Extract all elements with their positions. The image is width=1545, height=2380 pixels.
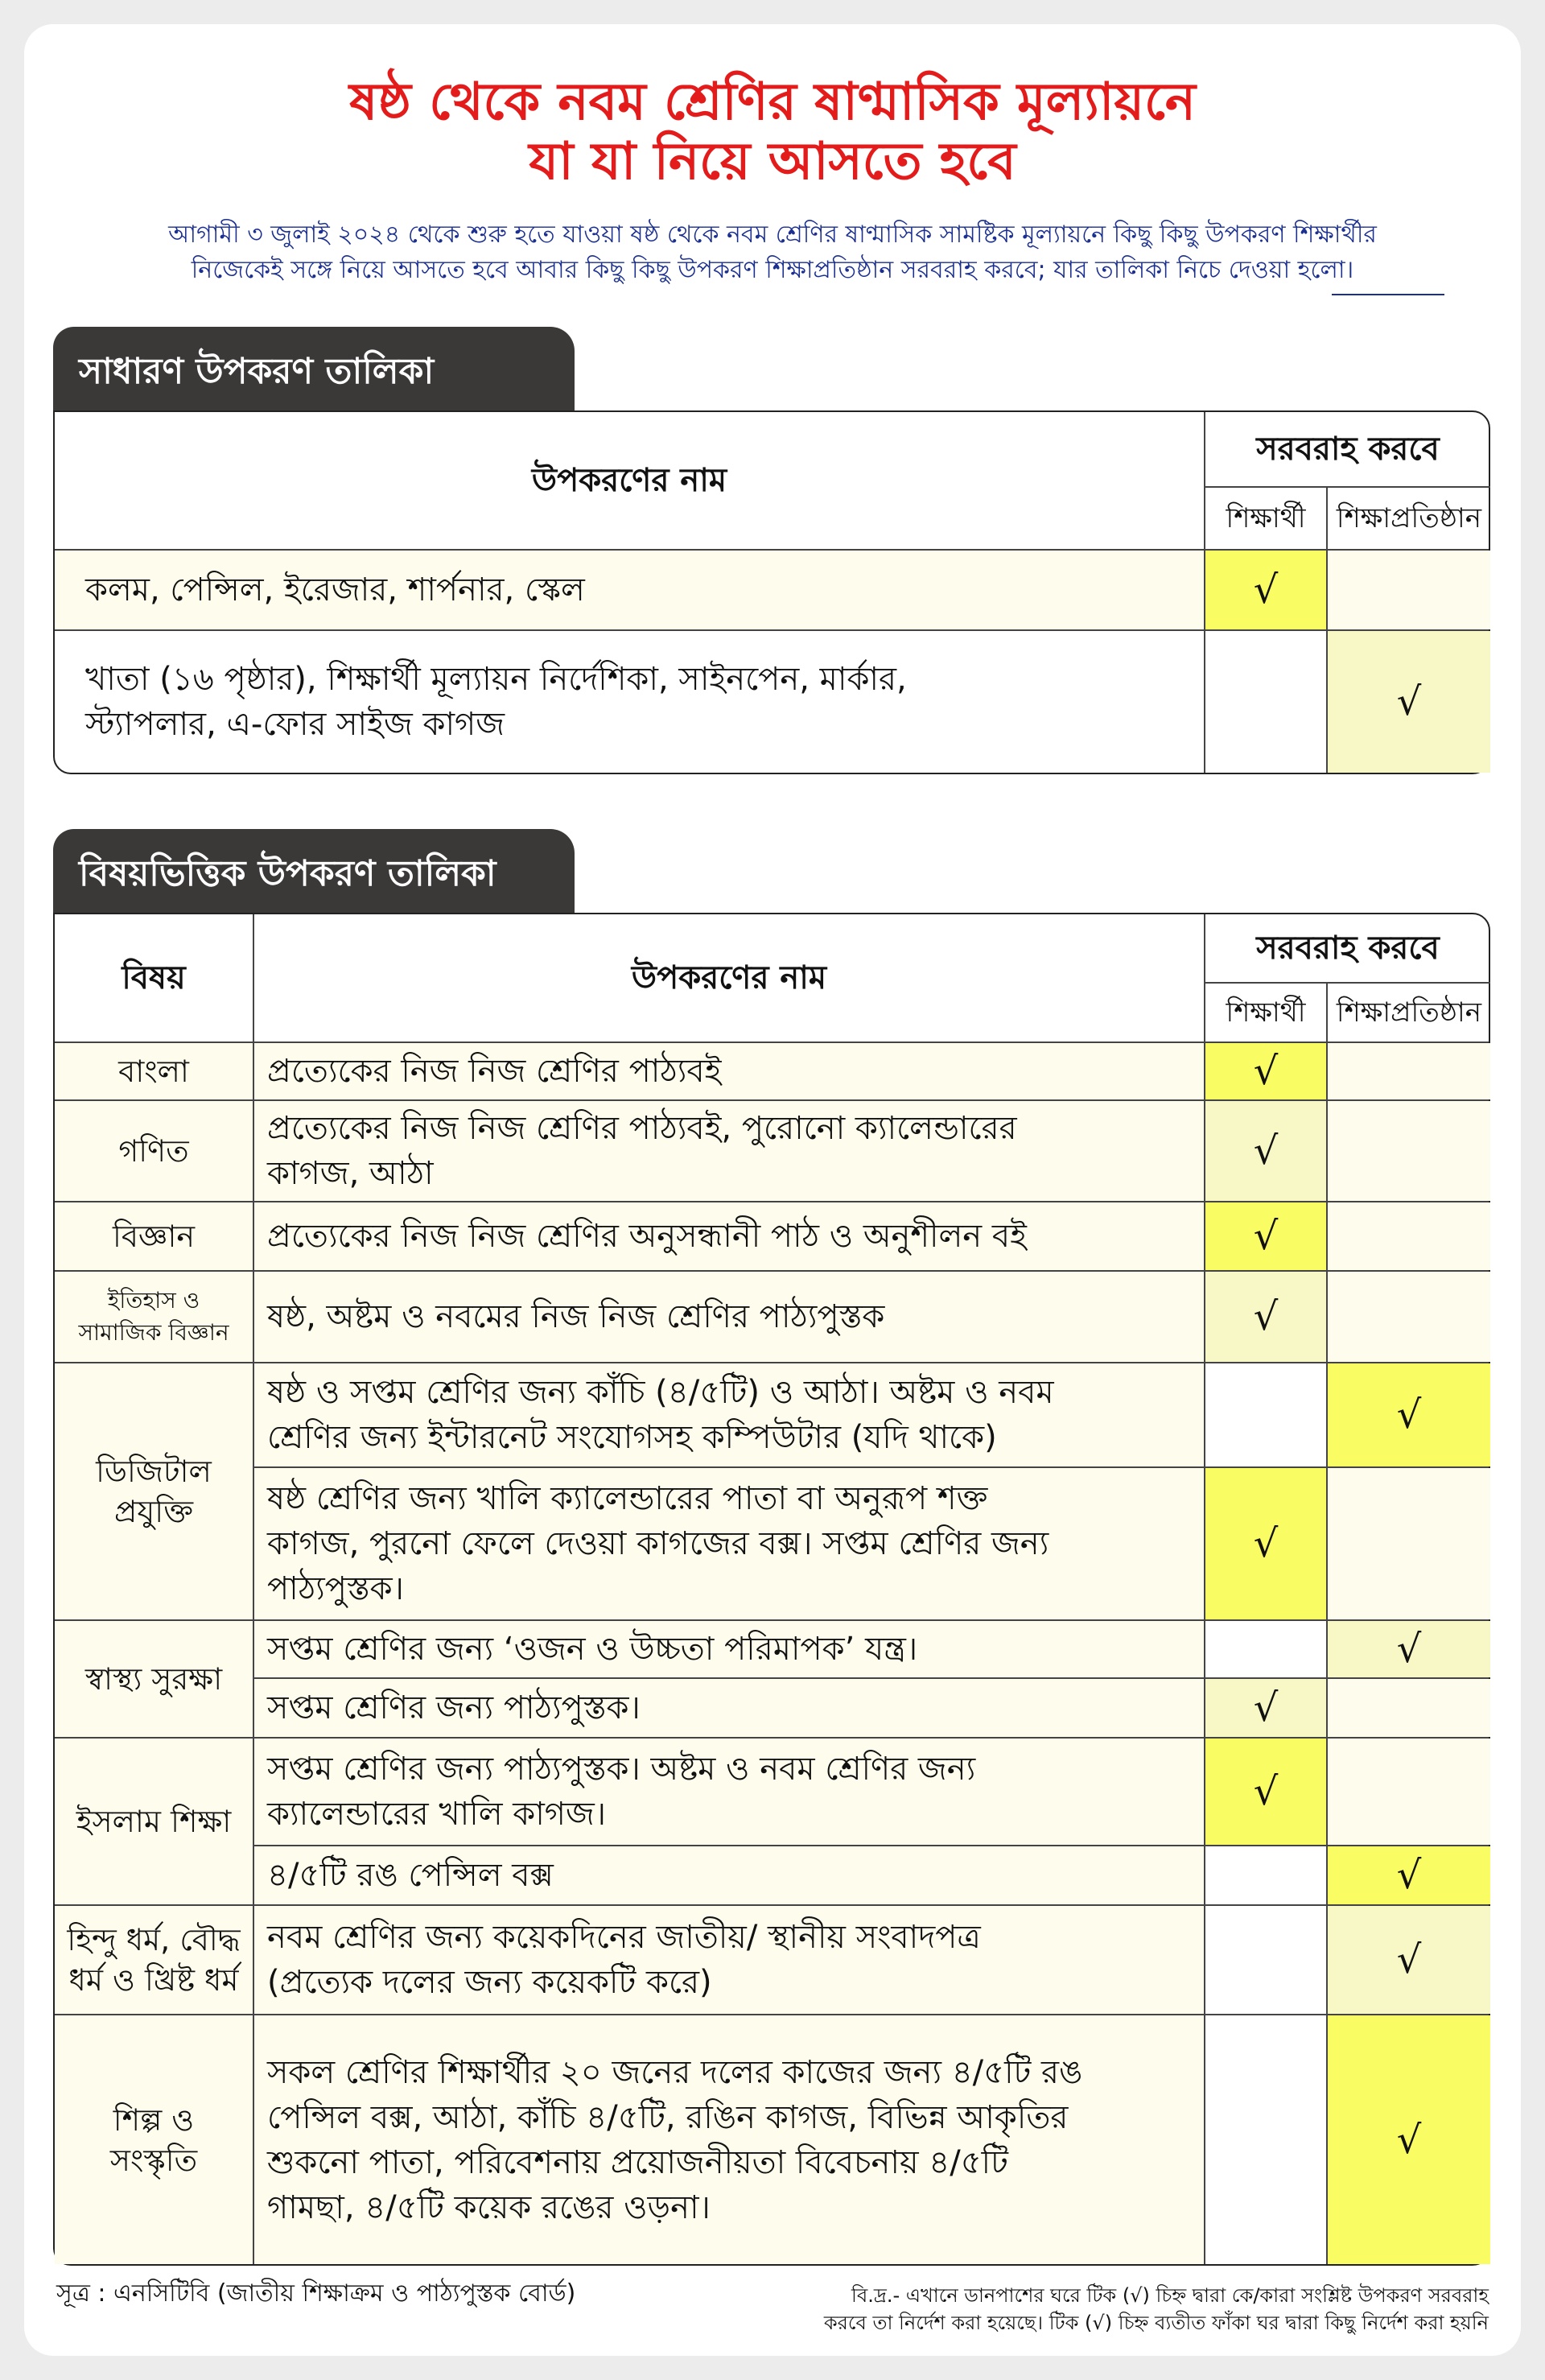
footnote [684, 2282, 1489, 2337]
general-table-tab: সাধারণ উপকরণ তালিকা [53, 327, 575, 410]
subject-row-12-line-2: পেন্সিল বক্স, আঠা, কাঁচি ৪/৫টি, রঙিন কাগজ, বিভিন্ন আকৃতির [267, 2098, 1069, 2136]
subject-row-11-line-2: (প্রত্যেক দলের জন্য কয়েকটি করে) [267, 1964, 712, 2001]
subject-row-9-institution-cell [1328, 1739, 1490, 1845]
divider [1205, 982, 1490, 984]
divider [55, 1362, 1489, 1363]
subject-col-institution-header: শিক্ষাপ্রতিষ্ঠান [1336, 996, 1482, 1029]
subject-row-6-item [254, 1468, 1204, 1619]
general-row-2-item [55, 631, 1204, 773]
subject-row-2-institution-cell [1328, 1101, 1490, 1201]
subject-history-line-1: ইতিহাস ও [107, 1287, 200, 1314]
subject-science: বিজ্ঞান [55, 1202, 253, 1270]
subject-row-4-institution-cell [1328, 1272, 1490, 1362]
general-row-2-line-2: স্ট্যাপলার, এ-ফোর সাইজ কাগজ [85, 706, 505, 743]
subject-religion-line-1: হিন্দু ধর্ম, বৌদ্ধ [67, 1922, 241, 1957]
subject-row-9-line-2: ক্যালেন্ডারের খালি কাগজ। [267, 1796, 607, 1833]
subject-row-10-item: ৪/৫টি রঙ পেন্সিল বক্স [254, 1846, 1204, 1904]
subject-row-1-item: প্রত্যেকের নিজ নিজ শ্রেণির পাঠ্যবই [254, 1043, 1204, 1099]
subject-row-9-line-1: সপ্তম শ্রেণির জন্য পাঠ্যপুস্তক। অষ্টম ও নবম শ্রেণির জন্য [267, 1751, 976, 1788]
general-row-2-line-1: খাতা (১৬ পৃষ্ঠার), শিক্ষার্থী মূল্যায়ন নির্দেশিকা, সাইনপেন, মার্কার, [85, 661, 907, 698]
general-col-supply-header: সরবরাহ করবে [1256, 431, 1440, 468]
general-row-1-institution-cell [1328, 551, 1490, 629]
divider [254, 1845, 1489, 1846]
subject-row-5-line-2: শ্রেণির জন্য ইন্টারনেট সংযোগসহ কম্পিউটার (যদি থাকে) [267, 1419, 997, 1456]
subject-arts-line-1: শিল্প ও [113, 2102, 195, 2138]
subject-row-11-item [254, 1906, 1204, 2014]
subject-row-6-institution-cell [1328, 1468, 1490, 1619]
subject-row-6-line-3: পাঠ্যপুস্তক। [267, 1570, 404, 1607]
subject-digital-tech [55, 1363, 253, 1619]
divider [1205, 486, 1490, 488]
subject-row-12-line-1: সকল শ্রেণির শিক্ষার্থীর ২০ জনের দলের কাজের জন্য ৪/৫টি রঙ [267, 2053, 1083, 2091]
subject-row-11-student-cell [1205, 1906, 1326, 2014]
subject-col-supply-header: সরবরাহ করবে [1256, 930, 1440, 967]
general-row-2-student-cell [1205, 631, 1326, 773]
divider [55, 629, 1489, 631]
subject-col-subject-header: বিষয় [122, 959, 186, 996]
subject-health: স্বাস্থ্য সুরক্ষা [55, 1621, 253, 1737]
subject-row-3-student-tick: √ [1205, 1202, 1326, 1270]
general-row-1-student-tick: √ [1205, 551, 1326, 629]
subject-row-12-student-cell [1205, 2015, 1326, 2264]
subject-history-social [55, 1272, 253, 1362]
divider [55, 1737, 1489, 1739]
subject-row-9-student-tick: √ [1205, 1739, 1326, 1845]
subject-row-8-institution-cell [1328, 1679, 1490, 1737]
subject-row-11-institution-tick: √ [1328, 1906, 1490, 2014]
subject-islam: ইসলাম শিক্ষা [55, 1739, 253, 1904]
page-title-line-2: যা যা নিয়ে আসতে হবে [529, 132, 1016, 192]
divider [1326, 488, 1328, 773]
page-title-line-1: ষষ্ঠ থেকে নবম শ্রেণির ষাণ্মাসিক মূল্যায়নে [348, 72, 1196, 132]
subject-row-12-line-4: গামছা, ৪/৫টি কয়েক রঙের ওড়না। [267, 2188, 711, 2226]
subject-row-1-institution-cell [1328, 1043, 1490, 1099]
subject-row-10-institution-tick: √ [1328, 1846, 1490, 1904]
divider [55, 1904, 1489, 1906]
subject-row-7-item: সপ্তম শ্রেণির জন্য ‘ওজন ও উচ্চতা পরিমাপক’ যন্ত্র। [254, 1621, 1204, 1677]
subject-materials-table [53, 913, 1490, 2266]
subject-row-4-item: ষষ্ঠ, অষ্টম ও নবমের নিজ নিজ শ্রেণির পাঠ্যপুস্তক [254, 1272, 1204, 1362]
subject-row-2-student-tick: √ [1205, 1101, 1326, 1201]
subject-row-12-institution-tick: √ [1328, 2015, 1490, 2264]
general-col-item-header: উপকরণের নাম [531, 462, 727, 499]
subject-row-3-institution-cell [1328, 1202, 1490, 1270]
subject-row-5-line-1: ষষ্ঠ ও সপ্তম শ্রেণির জন্য কাঁচি (৪/৫টি) ও আঠা। অষ্টম ও নবম [267, 1374, 1054, 1411]
subject-row-12-item [254, 2015, 1204, 2264]
subject-row-5-item [254, 1363, 1204, 1466]
divider [55, 1270, 1489, 1272]
divider [55, 549, 1489, 551]
divider [55, 1042, 1489, 1043]
source-credit: সূত্র : এনসিটিবি (জাতীয় শিক্ষাক্রম ও পাঠ্যপুস্তক বোর্ড) [56, 2279, 576, 2308]
subject-row-6-student-tick: √ [1205, 1468, 1326, 1619]
subject-row-2-line-2: কাগজ, আঠা [267, 1155, 434, 1192]
subject-row-1-student-tick: √ [1205, 1043, 1326, 1099]
subject-row-2-item [254, 1101, 1204, 1201]
subject-row-5-institution-tick: √ [1328, 1363, 1490, 1466]
divider [1204, 914, 1205, 2264]
subject-digital-line-1: ডিজিটাল [96, 1454, 212, 1489]
subject-row-7-student-cell [1205, 1621, 1326, 1677]
general-materials-table [53, 410, 1490, 774]
subject-hindu-buddhist-christian [55, 1906, 253, 2014]
subject-row-11-line-1: নবম শ্রেণির জন্য কয়েকদিনের জাতীয়/ স্থানীয় সংবাদপত্র [267, 1919, 981, 1956]
divider [55, 1201, 1489, 1202]
subject-row-6-line-2: কাগজ, পুরনো ফেলে দেওয়া কাগজের বক্স। সপ্তম শ্রেণির জন্য [267, 1525, 1049, 1562]
page-card [24, 24, 1521, 2356]
subject-row-7-institution-tick: √ [1328, 1621, 1490, 1677]
divider [55, 2014, 1489, 2015]
subject-col-student-header: শিক্ষার্থী [1226, 996, 1306, 1029]
subject-religion-line-2: ধর্ম ও খ্রিষ্ট ধর্ম [68, 1962, 239, 1998]
divider [1326, 984, 1328, 2264]
general-col-student-header: শিক্ষার্থী [1226, 502, 1306, 534]
subject-row-9-item [254, 1739, 1204, 1845]
divider [1204, 412, 1205, 773]
subject-table-tab: বিষয়ভিত্তিক উপকরণ তালিকা [53, 829, 575, 913]
divider [253, 914, 254, 2264]
subject-row-4-student-tick: √ [1205, 1272, 1326, 1362]
general-col-institution-header: শিক্ষাপ্রতিষ্ঠান [1336, 502, 1482, 534]
subject-arts-culture [55, 2015, 253, 2264]
subject-row-2-line-1: প্রত্যেকের নিজ নিজ শ্রেণির পাঠ্যবই, পুরোনো ক্যালেন্ডারের [267, 1110, 1017, 1147]
intro-line-2: নিজেকেই সঙ্গে নিয়ে আসতে হবে আবার কিছু কিছু উপকরণ শিক্ষাপ্রতিষ্ঠান সরবরাহ করবে; যার তালিকা নিচে দেওয়া হলো। [191, 256, 1354, 284]
subject-math: গণিত [55, 1101, 253, 1201]
subject-col-item-header: উপকরণের নাম [631, 959, 827, 996]
subject-digital-line-2: প্রযুক্তি [113, 1494, 194, 1529]
divider [254, 1466, 1489, 1468]
divider [254, 1677, 1489, 1679]
subject-row-8-student-tick: √ [1205, 1679, 1326, 1737]
general-row-1-item: কলম, পেন্সিল, ইরেজার, শার্পনার, স্কেল [55, 551, 1204, 629]
subject-row-8-item: সপ্তম শ্রেণির জন্য পাঠ্যপুস্তক। [254, 1679, 1204, 1737]
subject-row-6-line-1: ষষ্ঠ শ্রেণির জন্য খালি ক্যালেন্ডারের পাতা বা অনুরূপ শক্ত [267, 1480, 988, 1517]
intro-underline [1332, 294, 1444, 295]
subject-bangla: বাংলা [55, 1043, 253, 1099]
divider [55, 1099, 1489, 1101]
footnote-line-2: করবে তা নির্দেশ করা হয়েছে। টিক (√) চিহ্ন ব্যতীত ফাঁকা ঘর দ্বারা কিছু নির্দেশ করা হয়নি [823, 2312, 1489, 2334]
subject-arts-line-2: সংস্কৃতি [109, 2142, 198, 2178]
general-row-2-institution-tick: √ [1328, 631, 1490, 773]
intro-line-1: আগামী ৩ জুলাই ২০২৪ থেকে শুরু হতে যাওয়া ষষ্ঠ থেকে নবম শ্রেণির ষাণ্মাসিক সামষ্টিক মূল্যায়নে কিছু কিছু উপকরণ শিক্ষার্থীর [168, 221, 1377, 249]
divider [55, 1619, 1489, 1621]
subject-row-5-student-cell [1205, 1363, 1326, 1466]
subject-row-12-line-3: শুকনো পাতা, পরিবেশনায় প্রয়োজনীয়তা বিবেচনায় ৪/৫টি [267, 2143, 1008, 2181]
subject-row-10-student-cell [1205, 1846, 1326, 1904]
subject-history-line-2: সামাজিক বিজ্ঞান [78, 1319, 229, 1346]
subject-row-3-item: প্রত্যেকের নিজ নিজ শ্রেণির অনুসন্ধানী পাঠ ও অনুশীলন বই [254, 1202, 1204, 1270]
footnote-line-1: বি.দ্র.- এখানে ডানপাশের ঘরে টিক (√) চিহ্ন দ্বারা কে/কারা সংশ্লিষ্ট উপকরণ সরবরাহ [851, 2284, 1489, 2307]
